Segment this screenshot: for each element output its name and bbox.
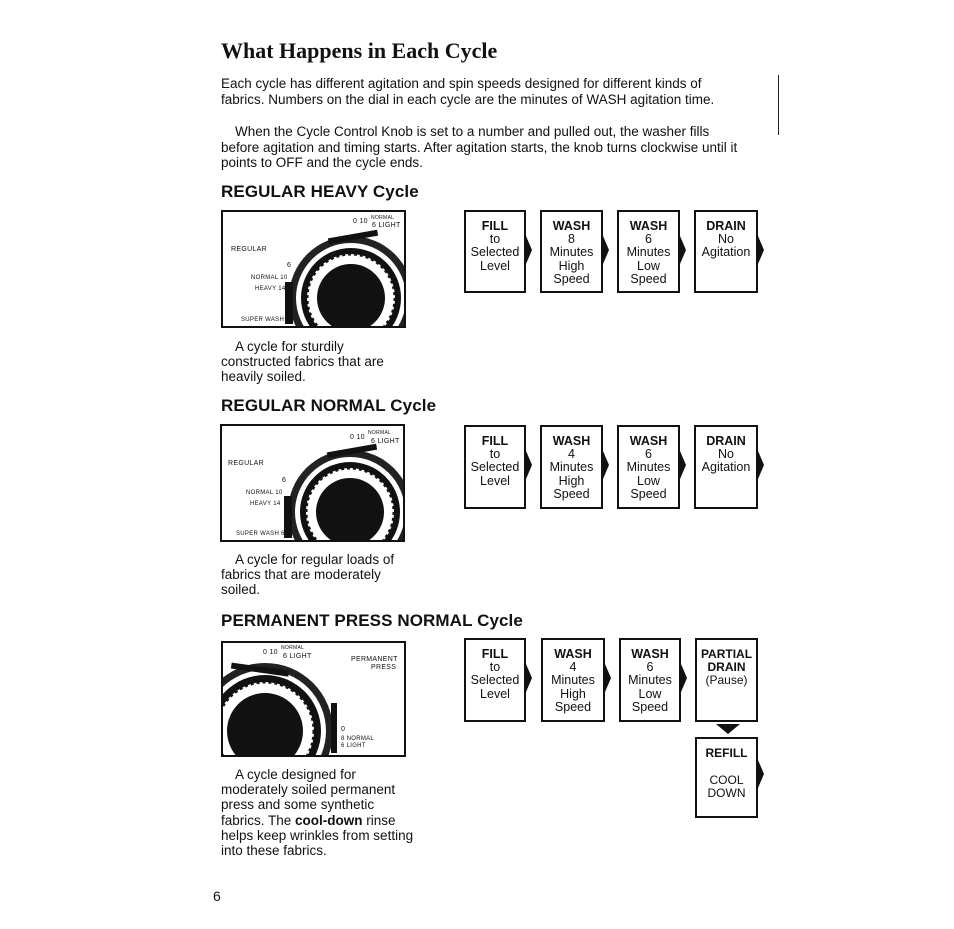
arrow-right-icon — [681, 664, 687, 692]
dial-normal10-label: NORMAL 10 — [246, 490, 283, 496]
step-title: DRAIN — [706, 434, 746, 448]
step-title: DRAIN — [706, 219, 746, 233]
step-title: PARTIAL — [700, 647, 753, 661]
step-title: WASH — [629, 434, 668, 448]
dial-regular-label: REGULAR — [228, 460, 264, 467]
section-description: A cycle designed for moderately soiled permanent press and some synthetic fabrics. The cool-down rinse helps keep wrinkles from setting into these fabrics. — [221, 767, 414, 859]
step-title: REFILL — [705, 746, 748, 760]
dial-six-label: 6 — [287, 262, 292, 269]
dial-light-label: 6 LIGHT — [371, 438, 400, 445]
dial-superwash-label: SUPER WASH 6 — [241, 317, 290, 323]
dial-normal10-label: NORMAL 10 — [251, 275, 288, 281]
dial-regular-label: REGULAR — [231, 246, 267, 253]
step-wash-high: WASH 4 Minutes High Speed — [541, 638, 605, 722]
arrow-right-icon — [603, 236, 609, 264]
arrow-right-icon — [605, 664, 611, 692]
step-wash-low: WASH 6 Minutes Low Speed — [617, 210, 680, 293]
page-number: 6 — [213, 888, 221, 904]
arrow-right-icon — [680, 451, 686, 479]
dial-permanent-label: PERMANENT — [351, 656, 398, 663]
cycle-dial-regular-heavy — [221, 210, 406, 328]
dial-top-mark: 0 10 — [263, 649, 278, 656]
arrow-right-icon — [758, 760, 764, 788]
arrow-right-icon — [526, 236, 532, 264]
section-heading-regular-heavy: REGULAR HEAVY Cycle — [221, 182, 419, 201]
dial-normal-label: NORMAL — [371, 215, 395, 221]
dial-light6-label: 6 LIGHT — [341, 743, 366, 749]
section-heading-permanent-press: PERMANENT PRESS NORMAL Cycle — [221, 611, 523, 630]
step-wash-high: WASH 8 Minutes High Speed — [540, 210, 603, 293]
step-title: FILL — [481, 219, 509, 233]
step-fill: FILL to Selected Level — [464, 210, 526, 293]
dial-six-label: 6 — [282, 477, 287, 484]
section-description: A cycle for sturdily constructed fabrics that are heavily soiled. — [221, 339, 384, 385]
arrow-down-icon — [716, 724, 740, 734]
step-title: WASH — [552, 434, 591, 448]
arrow-right-icon — [526, 664, 532, 692]
step-title: WASH — [629, 219, 668, 233]
dial-top-mark: 0 10 — [350, 434, 365, 441]
dial-heavy14-label: HEAVY 14 — [255, 286, 286, 292]
dial-heavy14-label: HEAVY 14 — [250, 501, 281, 507]
cycle-dial-permanent-press — [221, 641, 406, 757]
arrow-right-icon — [758, 236, 764, 264]
dial-superwash-label: SUPER WASH 6 — [236, 531, 285, 537]
step-title: FILL — [481, 434, 509, 448]
dial-press-label: PRESS — [371, 664, 397, 671]
cycle-dial-regular-normal — [220, 424, 405, 542]
margin-rule — [778, 75, 779, 135]
step-refill-cooldown: REFILL COOL DOWN — [695, 737, 758, 818]
dial-normal-label: NORMAL — [368, 430, 392, 436]
section-heading-regular-normal: REGULAR NORMAL Cycle — [221, 396, 437, 415]
step-title: WASH — [554, 647, 592, 661]
step-fill: FILL to Selected Level — [464, 425, 526, 509]
step-partial-drain: PARTIAL DRAIN (Pause) — [695, 638, 758, 722]
dial-normal-label: NORMAL — [281, 645, 305, 651]
dial-top-mark: 0 10 — [353, 218, 368, 225]
arrow-right-icon — [680, 236, 686, 264]
arrow-right-icon — [603, 451, 609, 479]
page-title: What Happens in Each Cycle — [221, 38, 498, 63]
dial-zero-label: 0 — [341, 726, 346, 733]
step-title: FILL — [481, 647, 509, 661]
step-title: WASH — [631, 647, 669, 661]
section-description: A cycle for regular loads of fabrics that are moderately soiled. — [221, 552, 395, 598]
dial-light-label: 6 LIGHT — [283, 653, 312, 660]
intro-paragraph-2: When the Cycle Control Knob is set to a number and pulled out, the washer fills before agitation and timing starts. After agitation starts, the knob turns clockwise until it points to OFF and the cycle ends. — [221, 124, 738, 170]
step-wash-high: WASH 4 Minutes High Speed — [540, 425, 603, 509]
intro-paragraph-1: Each cycle has different agitation and spin speeds designed for different kinds of fabrics. Numbers on the dial in each cycle are the minutes of WASH agitation time. — [221, 76, 715, 107]
arrow-right-icon — [758, 451, 764, 479]
dial-light-label: 6 LIGHT — [372, 222, 401, 229]
step-title: WASH — [552, 219, 591, 233]
step-drain: DRAIN No Agitation — [694, 210, 758, 293]
step-drain: DRAIN No Agitation — [694, 425, 758, 509]
dial-normal8-label: 8 NORMAL — [341, 736, 375, 742]
step-fill: FILL to Selected Level — [464, 638, 526, 722]
step-wash-low: WASH 6 Minutes Low Speed — [619, 638, 681, 722]
step-wash-low: WASH 6 Minutes Low Speed — [617, 425, 680, 509]
arrow-right-icon — [526, 451, 532, 479]
